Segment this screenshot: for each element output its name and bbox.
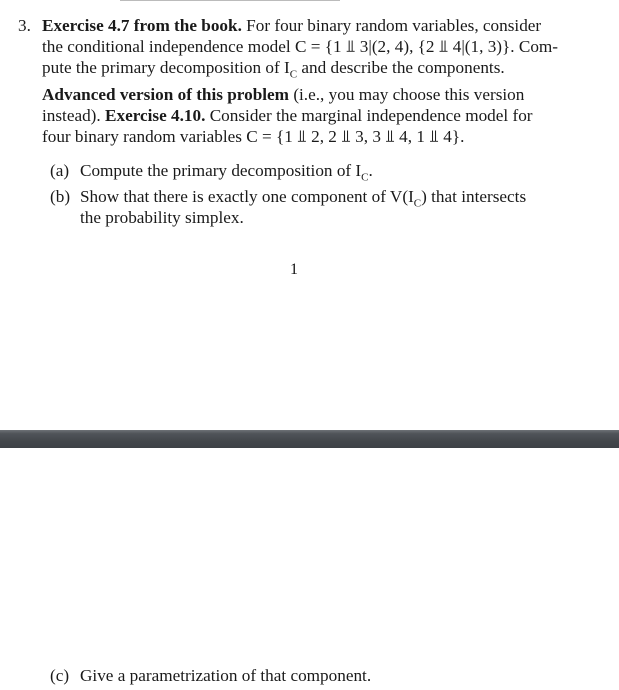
problem-number: 3. bbox=[18, 16, 31, 35]
part-a-label: (a) bbox=[50, 161, 70, 180]
problem-line-3-text: pute the primary decomposition of I bbox=[42, 58, 290, 77]
advanced-line-2-rest: Consider the marginal independence model for bbox=[205, 106, 533, 125]
part-b-body: Show that there is exactly one component of V(I bbox=[80, 187, 414, 206]
problem-line-3-sub: C bbox=[289, 68, 298, 81]
page-2 bbox=[0, 448, 619, 690]
problem-line-2: the conditional independence model C = {1 ⫫ 3|(2, 4), {2 ⫫ 4|(1, 3)}. Com- bbox=[42, 37, 559, 56]
problem-line-1 bbox=[42, 16, 541, 36]
advanced-line-3: four binary random variables C = {1 ⫫ 2, 2 ⫫ 3, 3 ⫫ 4, 1 ⫫ 4}. bbox=[42, 127, 465, 146]
part-c-label: (c) bbox=[50, 666, 70, 685]
page-number: 1 bbox=[290, 261, 298, 278]
problem-line-1-text: For four binary random variables, consider bbox=[246, 16, 542, 35]
problem-line-3 bbox=[42, 58, 505, 84]
problem-heading: Exercise 4.7 from the book. bbox=[42, 16, 242, 35]
advanced-line-1 bbox=[42, 85, 524, 105]
page-gap-divider bbox=[0, 430, 619, 448]
advanced-line-2-a: instead). bbox=[42, 106, 106, 125]
part-c-text: Give a parametrization of that component. bbox=[80, 666, 372, 685]
part-a-tail: . bbox=[368, 161, 373, 180]
problem-line-3-rest: and describe the components. bbox=[297, 58, 505, 77]
part-a-body: Compute the primary decomposition of I bbox=[80, 161, 362, 180]
advanced-heading: Advanced version of this problem bbox=[42, 85, 290, 104]
advanced-exercise-ref: Exercise 4.10. bbox=[105, 106, 206, 125]
part-b-label: (b) bbox=[50, 187, 71, 206]
advanced-line-2 bbox=[42, 106, 533, 126]
part-b-text-2: the probability simplex. bbox=[80, 208, 244, 227]
previous-text-fragment bbox=[120, 0, 340, 4]
part-a-text bbox=[80, 161, 373, 187]
part-a-sub: C bbox=[361, 171, 369, 184]
advanced-line-1-text: (i.e., you may choose this version bbox=[289, 85, 525, 104]
part-b-tail: ) that intersects bbox=[421, 187, 527, 206]
part-b-sub: C bbox=[413, 197, 422, 210]
